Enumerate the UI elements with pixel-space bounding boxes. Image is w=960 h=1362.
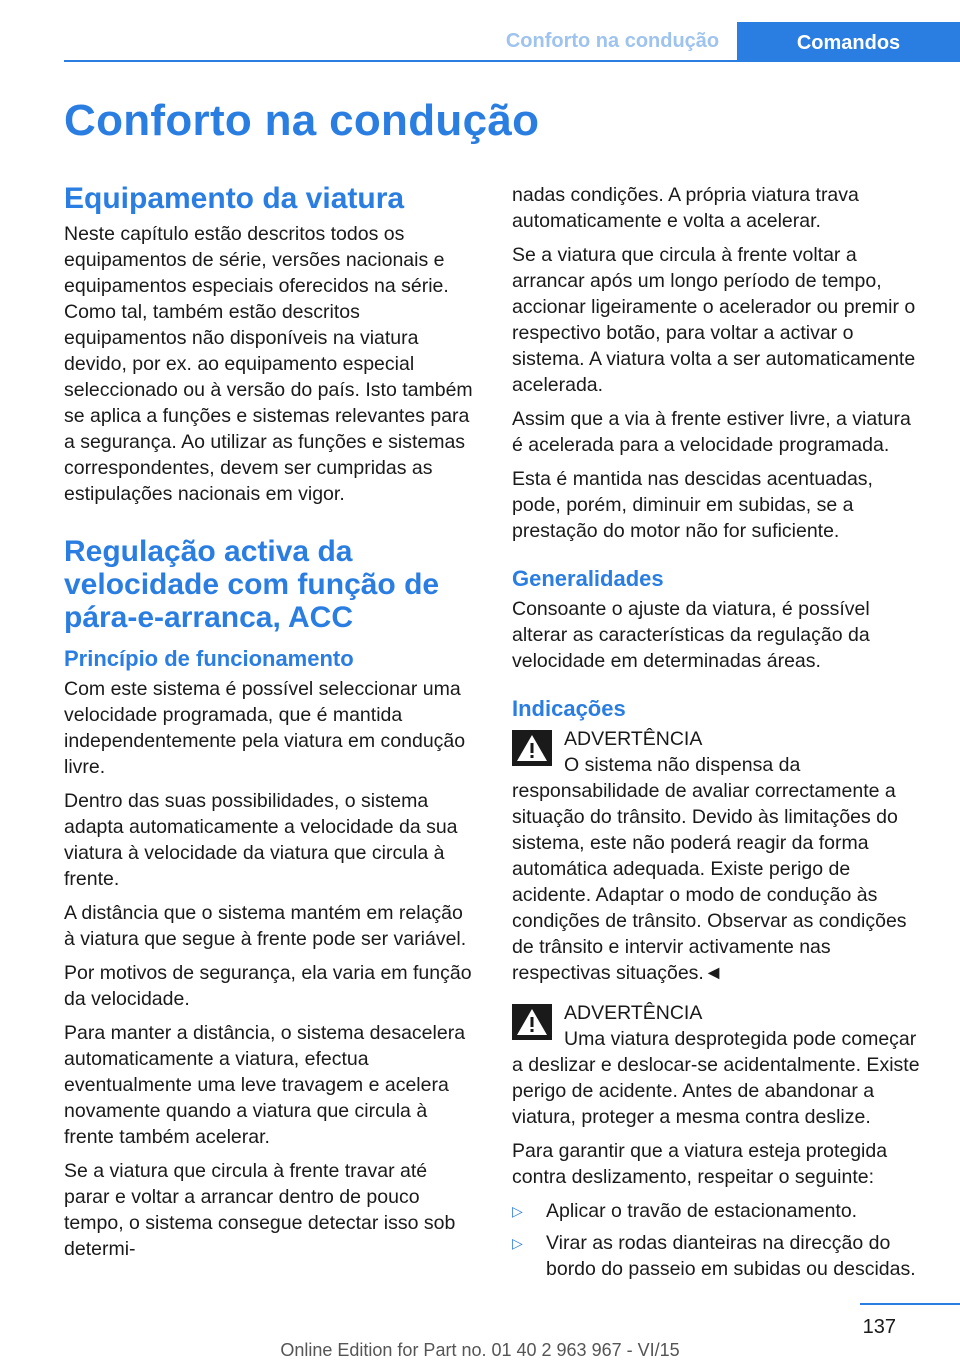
right-column — [512, 182, 926, 1288]
bullet-arrow-icon: ▷ — [512, 1235, 523, 1251]
heading-acc: Regulação activa da velocidade com função de pára-e-arranca, ACC — [64, 535, 440, 634]
warning-block — [512, 726, 926, 986]
bullet-arrow-icon: ▷ — [512, 1203, 523, 1219]
paragraph: Esta é mantida nas descidas acentuadas, pode, porém, diminuir em subidas, se a prestação do motor não for suficiente. — [512, 468, 873, 542]
paragraph-generalidades: Consoante o ajuste da viatura, é possível alterar as características da regulação da velocidade em determinadas áreas. — [512, 598, 870, 672]
footer-rule — [860, 1303, 960, 1305]
heading-equipamento: Equipamento da viatura — [64, 182, 405, 215]
list-item — [512, 1230, 926, 1282]
list-item-text: Aplicar o travão de estacionamento. — [546, 1200, 858, 1222]
paragraph: nadas condições. A própria viatura trava automaticamente e volta a acelerar. — [512, 184, 859, 232]
heading-indicacoes: Indicações — [512, 696, 626, 721]
paragraph: A distância que o sistema mantém em relação à viatura que segue à frente pode ser variável. — [64, 902, 467, 950]
footer-edition: Online Edition for Part no. 01 40 2 963 967 - VI/15 — [280, 1340, 680, 1360]
paragraph: Com este sistema é possível seleccionar uma velocidade programada, que é mantida independentemente pela viatura em condução livre. — [64, 678, 466, 778]
warning-title: ADVERTÊNCIA — [564, 1002, 703, 1024]
heading-principio: Princípio de funcionamento — [64, 646, 354, 671]
paragraph: Dentro das suas possibilidades, o sistema adapta automaticamente a velocidade da sua viatura à velocidade da viatura que circula à frente. — [64, 790, 458, 890]
paragraph: Assim que a via à frente estiver livre, a viatura é acelerada para a velocidade programada. — [512, 408, 911, 456]
warning-text: Uma viatura desprotegida pode começar a deslizar e deslocar-se acidentalmente. Existe perigo de acidente. Antes de abandonar a viatura, proteger a mesma contra deslize. — [512, 1028, 920, 1128]
header-section-title: Conforto na condução — [505, 30, 720, 52]
warning-title: ADVERTÊNCIA — [564, 728, 703, 750]
warning-triangle-icon — [512, 730, 552, 766]
list-item — [512, 1198, 926, 1224]
warning-triangle-icon — [512, 1004, 552, 1040]
instruction-list — [512, 1198, 926, 1282]
page-number: 137 — [862, 1316, 896, 1338]
paragraph: Se a viatura que circula à frente voltar a arrancar após um longo período de tempo, accionar ligeiramente o acelerador ou premir o respectivo botão, para voltar a activar o sistema. A viatura volta a ser automaticamente acelerada. — [512, 244, 916, 396]
heading-generalidades: Generalidades — [512, 566, 664, 591]
paragraph-equipamento: Neste capítulo estão descritos todos os equipamentos de série, versões nacionais e equipamentos especiais oferecidos na série. Como tal, também estão descritos equipamentos não disponíveis na viatura devido, por ex. ao equipamento especial seleccionado ou à versão do país. Isto também se aplica a funções e sistemas relevantes para a segurança. Ao utilizar as funções e sistemas correspondentes, devem ser cumpridas as estipulações nacionais em vigor. — [64, 223, 473, 505]
page-title: Conforto na condução — [64, 96, 540, 145]
list-item-text: Virar as rodas dianteiras na direcção do bordo do passeio em subidas ou descidas. — [546, 1232, 916, 1280]
warning-text: O sistema não dispensa da responsabilidade de avaliar correctamente a situação do trânsito. Devido às limitações do sistema, este não poderá reagir da forma automática adequada. Existe perigo de acidente. Adaptar o modo de condução às condições de trânsito. Observar as condições de trânsito e intervir activamente nas respectivas situações.◄ — [512, 754, 907, 984]
paragraph: Se a viatura que circula à frente travar até parar e voltar a arrancar dentro de pouco tempo, o sistema consegue detectar isso sob determi- — [64, 1160, 456, 1260]
warning-block — [512, 1000, 926, 1130]
left-column — [64, 182, 478, 1270]
paragraph: Por motivos de segurança, ela varia em função da velocidade. — [64, 962, 472, 1010]
paragraph-garantir: Para garantir que a viatura esteja protegida contra deslizamento, respeitar o seguinte: — [512, 1140, 888, 1188]
header-rule — [64, 60, 960, 62]
paragraph: Para manter a distância, o sistema desacelera automaticamente a viatura, efectua eventualmente uma leve travagem e acelera novamente quando a viatura que circula à frente também acelerar. — [64, 1022, 466, 1148]
header-tab-comandos[interactable]: Comandos — [737, 22, 960, 60]
